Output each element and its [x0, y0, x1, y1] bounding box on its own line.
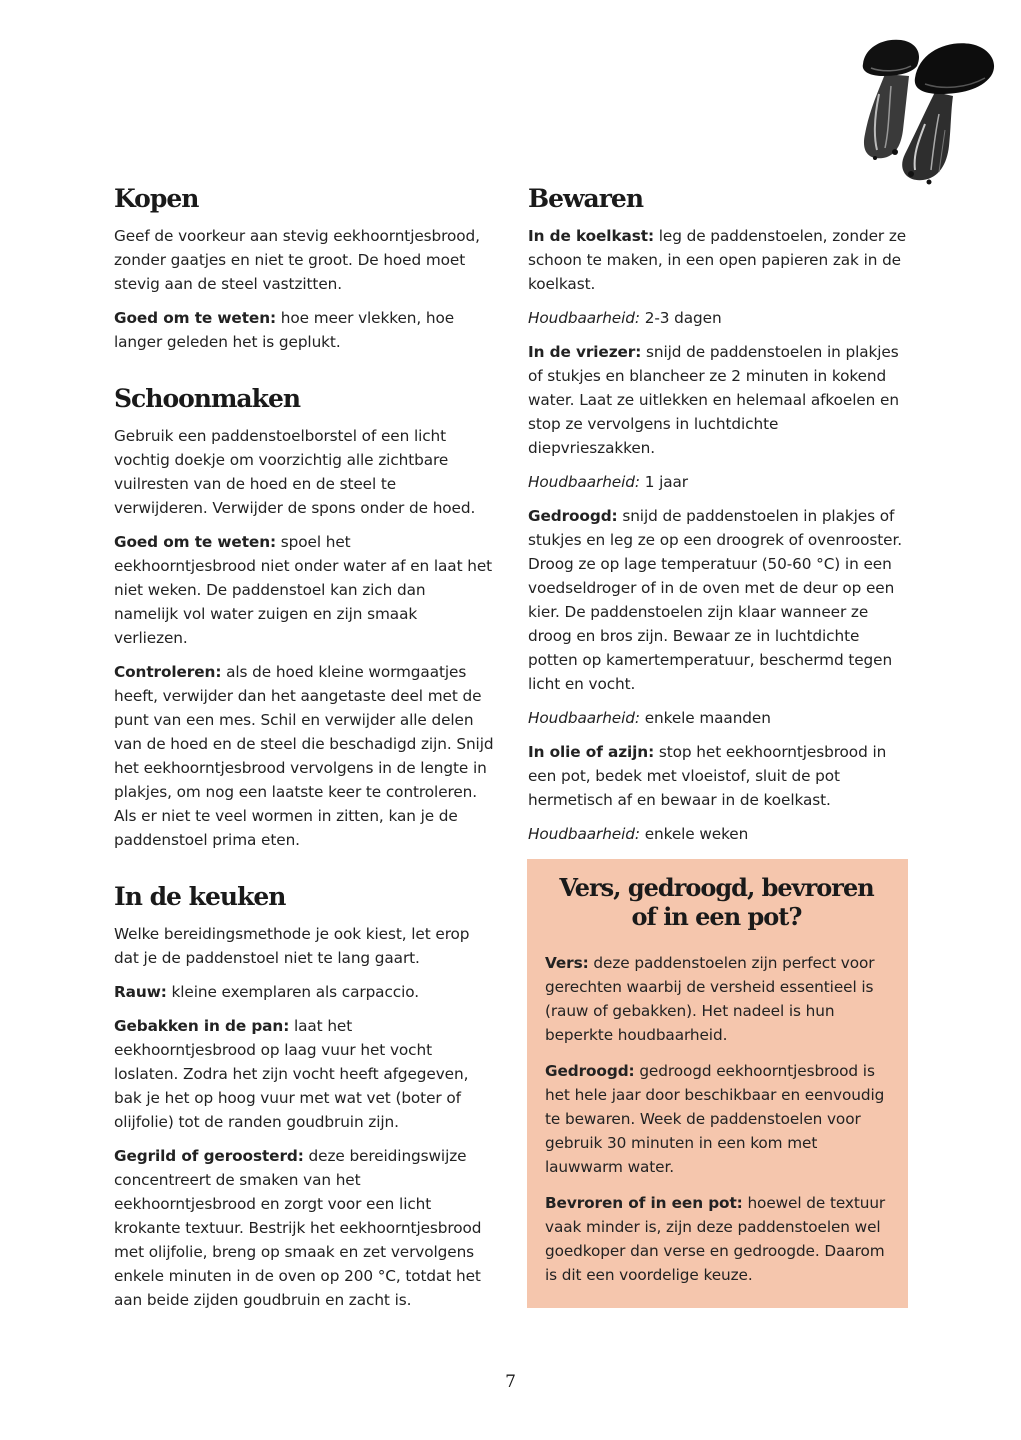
- shelf-life-gedroogd: Houdbaarheid: enkele maanden: [528, 709, 771, 727]
- info-box-title: Vers, gedroogd, bevroren of in een pot?: [559, 873, 874, 931]
- bewaren-gedroogd: Gedroogd: snijd de paddenstoelen in plakjes of stukjes en leg ze op een droogrek of ovenrooster. Droog ze op lage temperatuur (50-60 °C) in een voedseldroger of in de oven met de deur op een kier. De paddenstoelen zijn klaar wanneer ze droog en bros zijn. Bewaar ze in luchtdichte potten op kamertemperatuur, beschermd tegen licht en vocht.: [528, 507, 903, 693]
- shelf-life-koelkast: Houdbaarheid: 2-3 dagen: [528, 309, 722, 327]
- shelf-life-olie-azijn: Houdbaarheid: enkele weken: [528, 825, 749, 843]
- heading-bewaren: Bewaren: [528, 184, 644, 213]
- bewaren-koelkast: In de koelkast: leg de paddenstoelen, zonder ze schoon te maken, in een open papieren zak in de koelkast.: [528, 227, 907, 293]
- section-keuken: [114, 878, 494, 1312]
- schoonmaken-tip: Goed om te weten: spoel het eekhoorntjesbrood niet onder water af en laat het niet weken. De paddenstoel kan zich dan namelijk vol water zuigen en zijn smaak verliezen.: [114, 533, 493, 647]
- keuken-gegrild: Gegrild of geroosterd: deze bereidingswijze concentreert de smaken van het eekhoorntjesbrood en zorgt voor een licht krokante textuur. Bestrijk het eekhoorntjesbrood met olijfolie, breng op smaak en zet vervolgens enkele minuten in de oven op 200 °C, totdat het aan beide zijden goudbruin en zacht is.: [114, 1147, 482, 1309]
- section-bewaren: [528, 180, 910, 846]
- bewaren-vriezer: In de vriezer: snijd de paddenstoelen in plakjes of stukjes en blancheer ze 2 minuten in kokend water. Laat ze uitlekken en helemaal afkoelen en stop ze vervolgens in luchtdichte diepvrieszakken.: [528, 343, 899, 457]
- kopen-paragraph: Geef de voorkeur aan stevig eekhoorntjesbrood, zonder gaatjes en niet te groot. De hoed moet stevig aan de steel vastzitten.: [114, 227, 480, 293]
- page-number: 7: [505, 1372, 516, 1392]
- heading-schoonmaken: Schoonmaken: [114, 384, 301, 413]
- section-kopen: [114, 180, 494, 354]
- schoonmaken-paragraph: Gebruik een paddenstoelborstel of een licht vochtig doekje om voorzichtig alle zichtbare vuilresten van de hoed en de steel te verwijderen. Verwijder de spons onder de hoed.: [114, 427, 476, 517]
- info-box-gedroogd: Gedroogd: gedroogd eekhoorntjesbrood is het hele jaar door beschikbaar en eenvoudig te bewaren. Week de paddenstoelen voor gebruik 30 minuten in een kom met lauwwarm water.: [545, 1062, 885, 1176]
- info-box-bevroren: Bevroren of in een pot: hoewel de textuur vaak minder is, zijn deze paddenstoelen wel goedkoper dan verse en gedroogde. Daarom is dit een voordelige keuze.: [545, 1194, 886, 1284]
- bewaren-olie-azijn: In olie of azijn: stop het eekhoorntjesbrood in een pot, bedek met vloeistof, sluit de pot hermetisch af en bewaar in de koelkast.: [528, 743, 887, 809]
- keuken-rauw: Rauw: kleine exemplaren als carpaccio.: [114, 983, 419, 1001]
- shelf-life-vriezer: Houdbaarheid: 1 jaar: [528, 473, 688, 491]
- section-schoonmaken: [114, 380, 494, 852]
- keuken-gebakken: Gebakken in de pan: laat het eekhoorntjesbrood op laag vuur het vocht loslaten. Zodra het zijn vocht heeft afgegeven, bak je het op hoog vuur met wat vet (boter of olijfolie) tot de randen goudbruin zijn.: [114, 1017, 469, 1131]
- info-box-vers: Vers: deze paddenstoelen zijn perfect voor gerechten waarbij de versheid essentieel is (rauw of gebakken). Het nadeel is hun beperkte houdbaarheid.: [545, 954, 875, 1044]
- kopen-tip: Goed om te weten: hoe meer vlekken, hoe langer geleden het is geplukt.: [114, 309, 455, 351]
- left-column: [114, 180, 494, 1338]
- heading-keuken: In de keuken: [114, 882, 286, 911]
- keuken-paragraph: Welke bereidingsmethode je ook kiest, let erop dat je de paddenstoel niet te lang gaart.: [114, 925, 470, 967]
- info-box: [527, 859, 908, 1308]
- heading-kopen: Kopen: [114, 184, 199, 213]
- right-column: [528, 180, 910, 872]
- schoonmaken-controleren: Controleren: als de hoed kleine wormgaatjes heeft, verwijder dan het aangetaste deel met de punt van een mes. Schil en verwijder alle delen van de hoed en de steel die beschadigd zijn. Snijd het eekhoorntjesbrood vervolgens in de lengte in plakjes, om nog een laatste keer te controleren. Als er niet te veel wormen in zitten, kan je de paddenstoel prima eten.: [114, 663, 494, 849]
- mushroom-illustration: [855, 34, 997, 188]
